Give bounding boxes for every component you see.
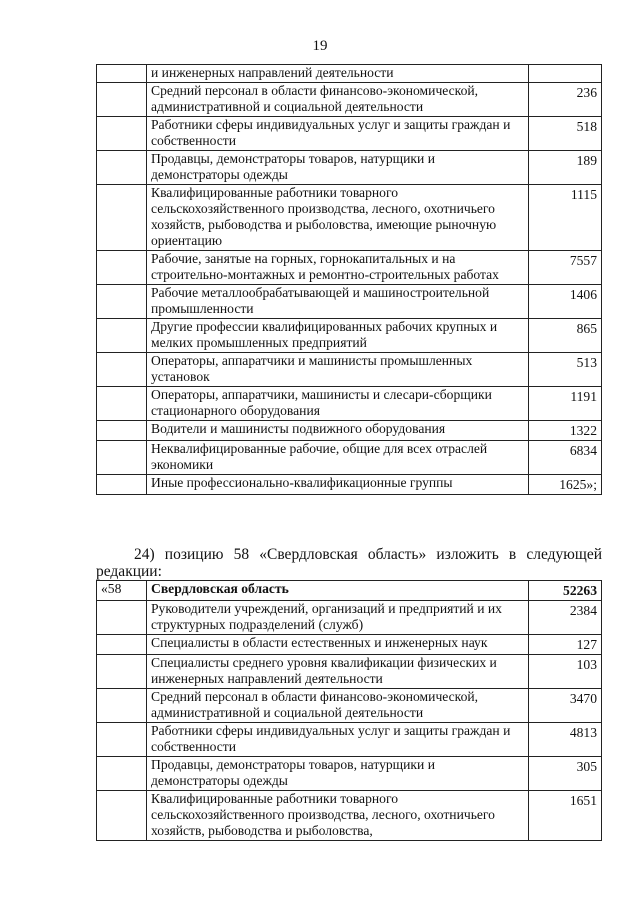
count-cell: 189: [529, 151, 602, 185]
occupation-name-cell: Неквалифицированные рабочие, общие для всех отраслей экономики: [147, 441, 529, 475]
count-cell: 3470: [529, 689, 602, 723]
table-row: [97, 475, 602, 495]
occupation-name-cell: Средний персонал в области финансово-экономической, административной и социальной деятельности: [147, 689, 529, 723]
region-name-cell: Свердловская область: [147, 581, 529, 601]
page-number: 19: [312, 38, 328, 54]
occupation-name-cell: Рабочие, занятые на горных, горнокапитальных и на строительно-монтажных и ремонтно-строительных работах: [147, 251, 529, 285]
table-row: [97, 83, 602, 117]
occupation-name-cell: Руководители учреждений, организаций и предприятий и их структурных подразделений (служб): [147, 601, 529, 635]
row-number-cell: [97, 151, 147, 185]
row-number-cell: [97, 689, 147, 723]
table-row: [97, 421, 602, 441]
table-row: [97, 319, 602, 353]
count-cell: 7557: [529, 251, 602, 285]
occupation-name-cell: и инженерных направлений деятельности: [147, 65, 529, 83]
row-number-cell: [97, 353, 147, 387]
occupation-name-cell: Другие профессии квалифицированных рабочих крупных и мелких промышленных предприятий: [147, 319, 529, 353]
row-number-cell: [97, 117, 147, 151]
row-number-cell: [97, 635, 147, 655]
table-row: [97, 757, 602, 791]
row-number-cell: [97, 83, 147, 117]
row-number-cell: [97, 441, 147, 475]
row-number-cell: [97, 475, 147, 495]
row-number-cell: [97, 421, 147, 441]
count-cell: 1115: [529, 185, 602, 251]
occupation-name-cell: Операторы, аппаратчики, машинисты и слесари-сборщики стационарного оборудования: [147, 387, 529, 421]
table-row: [97, 185, 602, 251]
count-cell: 127: [529, 635, 602, 655]
table-row: [97, 117, 602, 151]
count-cell: 1625»;: [529, 475, 602, 495]
table-row: [97, 65, 602, 83]
occupation-name-cell: Работники сферы индивидуальных услуг и защиты граждан и собственности: [147, 723, 529, 757]
occupation-name-cell: Рабочие металлообрабатывающей и машиностроительной промышленности: [147, 285, 529, 319]
count-cell: 1406: [529, 285, 602, 319]
occupation-name-cell: Квалифицированные работники товарного сельскохозяйственного производства, лесного, охотничьего хозяйств, рыбоводства и рыболовства, имеющие рыночную ориентацию: [147, 185, 529, 251]
position-number-cell: «58: [97, 581, 147, 601]
count-cell: 6834: [529, 441, 602, 475]
count-cell: 1322: [529, 421, 602, 441]
count-cell: 865: [529, 319, 602, 353]
table-row: [97, 655, 602, 689]
table-row: [97, 441, 602, 475]
row-number-cell: [97, 791, 147, 841]
table-row: [97, 353, 602, 387]
occupation-name-cell: Продавцы, демонстраторы товаров, натурщики и демонстраторы одежды: [147, 757, 529, 791]
table-row: [97, 285, 602, 319]
occupation-name-cell: Квалифицированные работники товарного сельскохозяйственного производства, лесного, охотничьего хозяйств, рыбоводства и рыболовства,: [147, 791, 529, 841]
table-row: [97, 251, 602, 285]
occupation-name-cell: Водители и машинисты подвижного оборудования: [147, 421, 529, 441]
count-cell: 1651: [529, 791, 602, 841]
row-number-cell: [97, 655, 147, 689]
row-number-cell: [97, 251, 147, 285]
count-cell: 103: [529, 655, 602, 689]
row-number-cell: [97, 723, 147, 757]
occupation-name-cell: Работники сферы индивидуальных услуг и защиты граждан и собственности: [147, 117, 529, 151]
table-row: [97, 601, 602, 635]
count-cell: [529, 65, 602, 83]
occupation-name-cell: Специалисты среднего уровня квалификации физических и инженерных направлений деятельности: [147, 655, 529, 689]
sverdlovsk-region-table: [96, 580, 602, 841]
row-number-cell: [97, 65, 147, 83]
occupation-name-cell: Операторы, аппаратчики и машинисты промышленных установок: [147, 353, 529, 387]
region-header-row: [97, 581, 602, 601]
count-cell: 2384: [529, 601, 602, 635]
row-number-cell: [97, 601, 147, 635]
table-row: [97, 689, 602, 723]
occupation-name-cell: Иные профессионально-квалификационные группы: [147, 475, 529, 495]
row-number-cell: [97, 757, 147, 791]
table-row: [97, 387, 602, 421]
row-number-cell: [97, 185, 147, 251]
amendment-instruction: 24) позицию 58 «Свердловская область» изложить в следующей редакции:: [96, 546, 602, 580]
count-cell: 518: [529, 117, 602, 151]
row-number-cell: [97, 319, 147, 353]
row-number-cell: [97, 285, 147, 319]
table-row: [97, 791, 602, 841]
count-cell: 513: [529, 353, 602, 387]
row-number-cell: [97, 387, 147, 421]
count-cell: 1191: [529, 387, 602, 421]
count-cell: 305: [529, 757, 602, 791]
region-total-cell: 52263: [529, 581, 602, 601]
count-cell: 236: [529, 83, 602, 117]
occupation-name-cell: Средний персонал в области финансово-экономической, административной и социальной деятельности: [147, 83, 529, 117]
occupation-table-continued: [96, 64, 602, 495]
table-row: [97, 151, 602, 185]
occupation-name-cell: Продавцы, демонстраторы товаров, натурщики и демонстраторы одежды: [147, 151, 529, 185]
count-cell: 4813: [529, 723, 602, 757]
occupation-name-cell: Специалисты в области естественных и инженерных наук: [147, 635, 529, 655]
table-row: [97, 723, 602, 757]
table-row: [97, 635, 602, 655]
